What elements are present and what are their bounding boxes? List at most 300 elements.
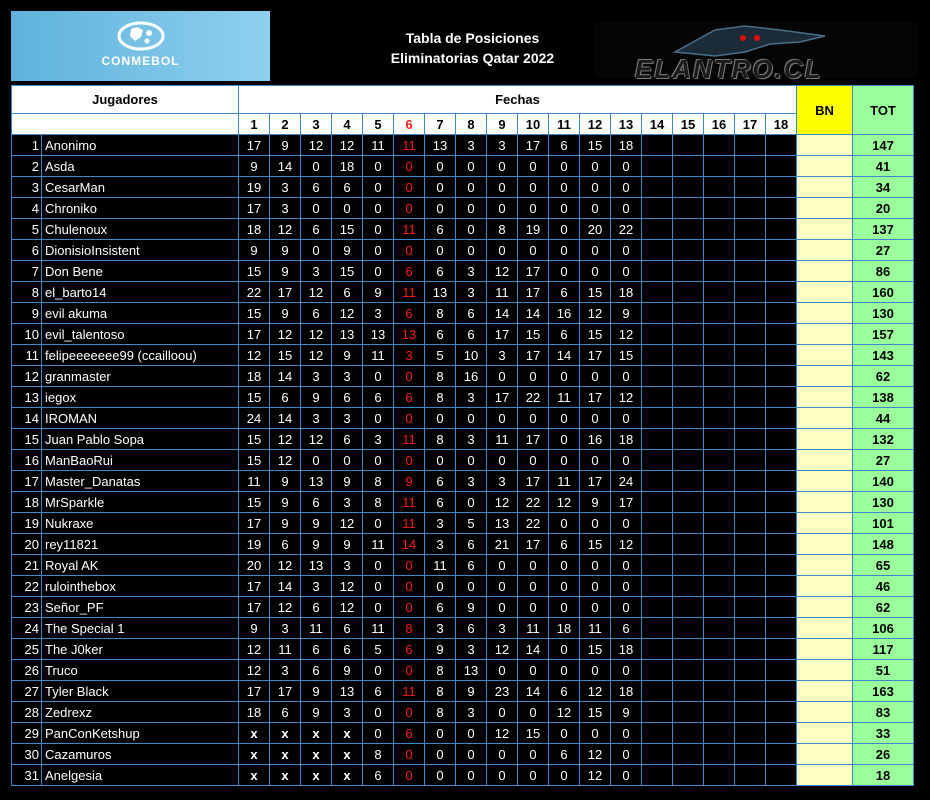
score-cell: 6 — [332, 177, 363, 198]
table-row — [12, 597, 914, 618]
score-cell: 12 — [270, 450, 301, 471]
row-rank: 13 — [12, 387, 42, 408]
score-cell: 0 — [363, 177, 394, 198]
score-cell: 9 — [270, 261, 301, 282]
score-cell — [642, 366, 673, 387]
table-row — [12, 471, 914, 492]
players-header: Jugadores — [12, 86, 239, 114]
bn-cell — [797, 177, 853, 198]
player-name: Zedrexz — [42, 702, 239, 723]
score-cell — [704, 387, 735, 408]
score-cell: 15 — [239, 450, 270, 471]
score-cell: 17 — [239, 576, 270, 597]
score-cell: 5 — [363, 639, 394, 660]
score-cell: 6 — [301, 303, 332, 324]
score-cell: 0 — [487, 450, 518, 471]
score-cell — [704, 303, 735, 324]
score-cell: 0 — [549, 240, 580, 261]
score-cell: 0 — [611, 261, 642, 282]
score-cell: 22 — [518, 387, 549, 408]
player-name: Chroniko — [42, 198, 239, 219]
score-cell: 16 — [549, 303, 580, 324]
score-cell: 15 — [518, 723, 549, 744]
score-cell: 3 — [487, 618, 518, 639]
bn-cell — [797, 282, 853, 303]
score-cell: 3 — [456, 429, 487, 450]
score-cell: 13 — [394, 324, 425, 345]
score-cell: 8 — [363, 471, 394, 492]
score-cell: 13 — [301, 555, 332, 576]
player-name: rey11821 — [42, 534, 239, 555]
score-cell — [642, 765, 673, 786]
score-cell — [673, 156, 704, 177]
date-column-header: 8 — [456, 114, 487, 135]
score-cell: 0 — [456, 198, 487, 219]
score-cell — [766, 618, 797, 639]
score-cell: 6 — [549, 744, 580, 765]
score-cell: 6 — [549, 681, 580, 702]
bn-cell — [797, 345, 853, 366]
score-cell: 6 — [425, 597, 456, 618]
score-cell: 9 — [580, 492, 611, 513]
score-cell: 11 — [487, 282, 518, 303]
score-cell — [735, 597, 766, 618]
score-cell: 0 — [363, 513, 394, 534]
score-cell: 11 — [239, 471, 270, 492]
score-cell: 9 — [270, 303, 301, 324]
score-cell: 12 — [301, 135, 332, 156]
score-cell: 17 — [239, 513, 270, 534]
bn-cell — [797, 660, 853, 681]
score-cell: 9 — [301, 681, 332, 702]
score-cell: 3 — [332, 555, 363, 576]
score-cell: 12 — [239, 345, 270, 366]
bn-cell — [797, 639, 853, 660]
score-cell — [673, 408, 704, 429]
score-cell — [673, 660, 704, 681]
total-cell: 138 — [853, 387, 914, 408]
score-cell: 9 — [301, 702, 332, 723]
row-rank: 12 — [12, 366, 42, 387]
score-cell: 0 — [549, 450, 580, 471]
score-cell: x — [301, 765, 332, 786]
score-cell: 17 — [487, 324, 518, 345]
score-cell: 13 — [425, 282, 456, 303]
table-row — [12, 324, 914, 345]
score-cell: 11 — [487, 429, 518, 450]
score-cell: 9 — [332, 240, 363, 261]
score-cell: 17 — [611, 492, 642, 513]
score-cell: 13 — [332, 324, 363, 345]
score-cell: 9 — [363, 282, 394, 303]
score-cell: 17 — [239, 135, 270, 156]
score-cell: 0 — [580, 156, 611, 177]
score-cell: 0 — [518, 156, 549, 177]
score-cell: 0 — [487, 765, 518, 786]
score-cell: 0 — [394, 198, 425, 219]
score-cell — [735, 387, 766, 408]
standings-body — [12, 135, 914, 786]
date-column-header: 1 — [239, 114, 270, 135]
score-cell — [735, 576, 766, 597]
bn-cell — [797, 723, 853, 744]
date-column-header: 6 — [394, 114, 425, 135]
score-cell: 6 — [301, 660, 332, 681]
score-cell: x — [270, 744, 301, 765]
score-cell: 9 — [301, 534, 332, 555]
score-cell: 15 — [580, 534, 611, 555]
score-cell: 0 — [363, 156, 394, 177]
score-cell — [673, 324, 704, 345]
score-cell: 12 — [487, 492, 518, 513]
score-cell — [704, 534, 735, 555]
score-cell: 6 — [332, 429, 363, 450]
player-name: Don Bene — [42, 261, 239, 282]
score-cell: 0 — [394, 576, 425, 597]
score-cell — [766, 513, 797, 534]
score-cell: 12 — [611, 324, 642, 345]
bn-cell — [797, 366, 853, 387]
player-name: PanConKetshup — [42, 723, 239, 744]
player-name: el_barto14 — [42, 282, 239, 303]
score-cell: 0 — [580, 513, 611, 534]
score-cell: 20 — [239, 555, 270, 576]
score-cell — [673, 450, 704, 471]
page-title — [300, 28, 645, 68]
score-cell: 12 — [580, 681, 611, 702]
score-cell: 0 — [487, 156, 518, 177]
player-name: IROMAN — [42, 408, 239, 429]
score-cell: 0 — [611, 240, 642, 261]
score-cell: 0 — [394, 702, 425, 723]
score-cell: 0 — [549, 177, 580, 198]
score-cell: 17 — [239, 597, 270, 618]
score-cell: 3 — [332, 492, 363, 513]
score-cell — [642, 618, 673, 639]
score-cell — [673, 366, 704, 387]
score-cell: 14 — [487, 303, 518, 324]
table-row — [12, 156, 914, 177]
total-cell: 132 — [853, 429, 914, 450]
date-column-header: 9 — [487, 114, 518, 135]
score-cell: 3 — [270, 177, 301, 198]
score-cell: 12 — [239, 660, 270, 681]
score-cell: 6 — [425, 261, 456, 282]
blank-header-cell — [12, 114, 239, 135]
score-cell: 13 — [487, 513, 518, 534]
score-cell — [735, 723, 766, 744]
score-cell: 11 — [549, 471, 580, 492]
score-cell: 12 — [580, 765, 611, 786]
score-cell: 0 — [549, 660, 580, 681]
score-cell: 16 — [456, 366, 487, 387]
total-cell: 148 — [853, 534, 914, 555]
score-cell: 0 — [394, 177, 425, 198]
score-cell — [735, 639, 766, 660]
score-cell: 0 — [549, 723, 580, 744]
score-cell: 3 — [456, 471, 487, 492]
score-cell: 9 — [270, 471, 301, 492]
score-cell: 0 — [611, 177, 642, 198]
score-cell: 3 — [270, 618, 301, 639]
score-cell: 15 — [239, 429, 270, 450]
bn-cell — [797, 240, 853, 261]
score-cell: 22 — [239, 282, 270, 303]
score-cell: 14 — [518, 639, 549, 660]
score-cell: 6 — [425, 492, 456, 513]
score-cell — [766, 387, 797, 408]
score-cell: 3 — [456, 387, 487, 408]
score-cell: 0 — [425, 744, 456, 765]
score-cell — [735, 513, 766, 534]
player-name: ManBaoRui — [42, 450, 239, 471]
row-rank: 4 — [12, 198, 42, 219]
bn-cell — [797, 576, 853, 597]
score-cell: 3 — [487, 471, 518, 492]
score-cell: 0 — [487, 408, 518, 429]
score-cell: 0 — [332, 198, 363, 219]
score-cell: 9 — [456, 597, 487, 618]
score-cell — [704, 366, 735, 387]
score-cell: 12 — [332, 303, 363, 324]
score-cell: 11 — [394, 681, 425, 702]
score-cell: 19 — [239, 177, 270, 198]
score-cell — [642, 744, 673, 765]
score-cell — [642, 576, 673, 597]
score-cell: 3 — [487, 135, 518, 156]
score-cell: 9 — [239, 240, 270, 261]
score-cell — [735, 744, 766, 765]
score-cell — [766, 324, 797, 345]
table-row — [12, 450, 914, 471]
score-cell: 0 — [487, 660, 518, 681]
score-cell — [766, 723, 797, 744]
score-cell: 3 — [332, 408, 363, 429]
player-name: rulointhebox — [42, 576, 239, 597]
total-cell: 83 — [853, 702, 914, 723]
score-cell: 0 — [611, 198, 642, 219]
score-cell: 15 — [518, 324, 549, 345]
score-cell: 20 — [580, 219, 611, 240]
row-rank: 6 — [12, 240, 42, 261]
date-column-header: 3 — [301, 114, 332, 135]
score-cell: 6 — [332, 387, 363, 408]
score-cell: 12 — [270, 597, 301, 618]
score-cell: 0 — [425, 156, 456, 177]
score-cell: 9 — [239, 618, 270, 639]
score-cell — [766, 303, 797, 324]
score-cell: x — [332, 744, 363, 765]
date-column-header: 16 — [704, 114, 735, 135]
score-cell — [766, 681, 797, 702]
table-row — [12, 618, 914, 639]
total-cell: 86 — [853, 261, 914, 282]
total-cell: 160 — [853, 282, 914, 303]
score-cell: 18 — [611, 429, 642, 450]
score-cell: 3 — [456, 282, 487, 303]
score-cell — [704, 639, 735, 660]
score-cell: 21 — [487, 534, 518, 555]
score-cell — [704, 429, 735, 450]
score-cell: 11 — [425, 555, 456, 576]
score-cell — [766, 471, 797, 492]
score-cell: 0 — [363, 597, 394, 618]
score-cell: 0 — [549, 261, 580, 282]
total-cell: 117 — [853, 639, 914, 660]
score-cell — [673, 282, 704, 303]
score-cell: x — [332, 765, 363, 786]
score-cell: x — [270, 765, 301, 786]
player-name: Señor_PF — [42, 597, 239, 618]
score-cell — [673, 765, 704, 786]
score-cell — [673, 513, 704, 534]
score-cell — [642, 597, 673, 618]
score-cell — [642, 345, 673, 366]
score-cell — [673, 219, 704, 240]
score-cell: 18 — [239, 366, 270, 387]
score-cell: 11 — [363, 534, 394, 555]
bn-cell — [797, 597, 853, 618]
row-rank: 26 — [12, 660, 42, 681]
score-cell: 9 — [332, 660, 363, 681]
football-icon — [117, 21, 165, 51]
score-cell — [673, 387, 704, 408]
table-row — [12, 219, 914, 240]
score-cell — [735, 660, 766, 681]
table-row — [12, 576, 914, 597]
table-row — [12, 366, 914, 387]
score-cell: 15 — [270, 345, 301, 366]
score-cell: 6 — [301, 597, 332, 618]
score-cell: 0 — [518, 198, 549, 219]
total-cell: 27 — [853, 240, 914, 261]
score-cell: 11 — [394, 282, 425, 303]
player-name: granmaster — [42, 366, 239, 387]
score-cell: 0 — [394, 555, 425, 576]
score-cell: 0 — [394, 156, 425, 177]
bn-cell — [797, 555, 853, 576]
date-column-header: 13 — [611, 114, 642, 135]
score-cell: 12 — [332, 513, 363, 534]
table-row — [12, 282, 914, 303]
player-name: DionisioInsistent — [42, 240, 239, 261]
score-cell: 0 — [363, 576, 394, 597]
score-cell: 9 — [611, 303, 642, 324]
score-cell: 15 — [332, 219, 363, 240]
score-cell: 0 — [363, 219, 394, 240]
score-cell: 6 — [394, 387, 425, 408]
score-cell: 0 — [611, 366, 642, 387]
score-cell: 19 — [239, 534, 270, 555]
table-row — [12, 492, 914, 513]
score-cell: 9 — [456, 681, 487, 702]
score-cell — [766, 702, 797, 723]
score-cell — [735, 177, 766, 198]
score-cell: x — [270, 723, 301, 744]
score-cell: 0 — [487, 198, 518, 219]
score-cell: 0 — [518, 555, 549, 576]
score-cell: 13 — [301, 471, 332, 492]
score-cell — [704, 135, 735, 156]
conmebol-logo — [11, 11, 270, 81]
score-cell: 3 — [456, 261, 487, 282]
score-cell — [735, 198, 766, 219]
score-cell: 0 — [518, 765, 549, 786]
score-cell: 0 — [580, 198, 611, 219]
score-cell: 6 — [394, 303, 425, 324]
score-cell: 8 — [425, 429, 456, 450]
row-rank: 7 — [12, 261, 42, 282]
player-name: Truco — [42, 660, 239, 681]
score-cell: 15 — [580, 135, 611, 156]
score-cell: 9 — [332, 345, 363, 366]
score-cell: 0 — [580, 450, 611, 471]
score-cell: 8 — [425, 702, 456, 723]
score-cell — [642, 555, 673, 576]
row-rank: 17 — [12, 471, 42, 492]
bn-cell — [797, 408, 853, 429]
total-cell: 157 — [853, 324, 914, 345]
score-cell: 8 — [425, 660, 456, 681]
score-cell: 6 — [363, 765, 394, 786]
score-cell: 0 — [580, 723, 611, 744]
score-cell: 15 — [611, 345, 642, 366]
score-cell: 19 — [518, 219, 549, 240]
date-column-header: 14 — [642, 114, 673, 135]
table-row — [12, 765, 914, 786]
score-cell: 0 — [363, 555, 394, 576]
table-row — [12, 387, 914, 408]
score-cell: 6 — [270, 387, 301, 408]
score-cell: 12 — [270, 219, 301, 240]
date-column-header: 12 — [580, 114, 611, 135]
table-row — [12, 240, 914, 261]
score-cell: 14 — [394, 534, 425, 555]
row-rank: 27 — [12, 681, 42, 702]
title-line-1: Tabla de Posiciones — [405, 30, 540, 46]
score-cell: 9 — [332, 471, 363, 492]
score-cell — [673, 198, 704, 219]
player-name: Chulenoux — [42, 219, 239, 240]
score-cell — [642, 408, 673, 429]
standings-table — [11, 85, 914, 786]
score-cell: 12 — [301, 429, 332, 450]
score-cell: 18 — [611, 639, 642, 660]
score-cell: 17 — [518, 429, 549, 450]
score-cell: 11 — [394, 429, 425, 450]
bn-cell — [797, 324, 853, 345]
row-rank: 29 — [12, 723, 42, 744]
score-cell: 12 — [580, 744, 611, 765]
score-cell: 0 — [611, 723, 642, 744]
table-row — [12, 198, 914, 219]
score-cell: 0 — [394, 765, 425, 786]
score-cell: 0 — [580, 660, 611, 681]
score-cell: 0 — [456, 450, 487, 471]
bn-cell — [797, 429, 853, 450]
player-name: Cazamuros — [42, 744, 239, 765]
score-cell: 17 — [239, 681, 270, 702]
score-cell — [766, 261, 797, 282]
score-cell: 0 — [611, 156, 642, 177]
score-cell — [735, 534, 766, 555]
score-cell: 0 — [518, 240, 549, 261]
score-cell: 0 — [580, 597, 611, 618]
bn-cell — [797, 303, 853, 324]
score-cell — [735, 366, 766, 387]
score-cell: 0 — [549, 513, 580, 534]
bn-cell — [797, 618, 853, 639]
